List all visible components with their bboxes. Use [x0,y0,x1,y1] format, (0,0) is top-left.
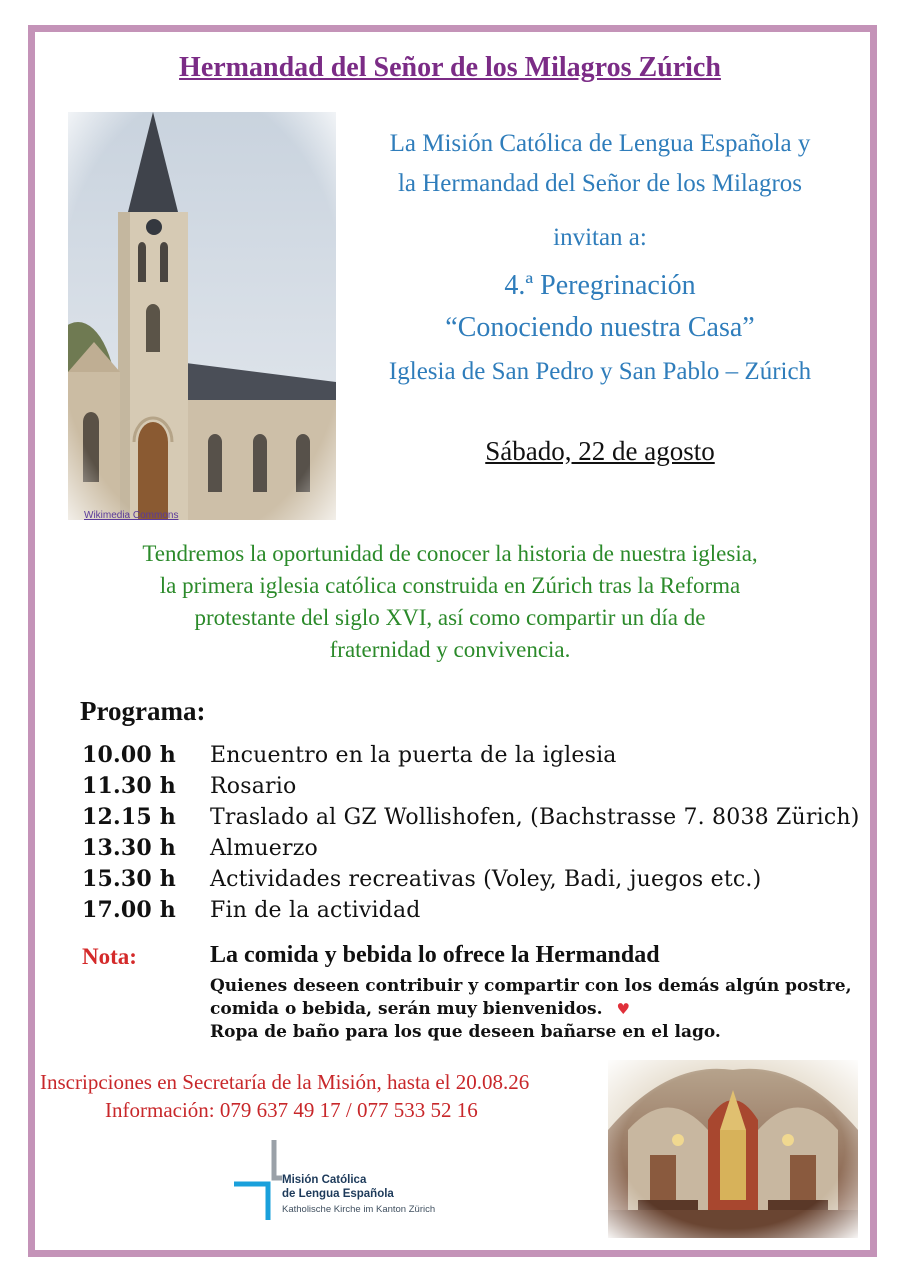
program-title: Programa: [80,696,206,726]
description-line: fraternidad y convivencia. [329,637,571,662]
photo-credit-link[interactable]: Wikimedia Commons [84,510,179,521]
logo-text-line-2: de Lengua Española [282,1188,394,1200]
schedule-activity: Fin de la actividad [210,898,421,923]
church-interior-photo [608,1060,858,1238]
schedule-time: 12.15 h [82,804,176,830]
schedule-activity: Traslado al GZ Wollishofen, (Bachstrasse 7. 8038 Zürich) [210,805,860,830]
schedule-row [82,864,860,895]
schedule-time: 15.30 h [82,866,176,892]
event-name: 4.ª Peregrinación [504,270,696,301]
schedule-time: 13.30 h [82,835,176,861]
schedule-time: 11.30 h [82,773,176,799]
description-line: Tendremos la oportunidad de conocer la historia de nuestra iglesia, [142,541,758,566]
schedule-row [82,895,860,926]
phone-info: Información: 079 637 49 17 / 077 533 52 16 [105,1098,478,1122]
note-line-text: comida o bebida, serán muy bienvenidos. [210,999,603,1019]
note-line: Ropa de baño para los que deseen bañarse en el lago. [210,1022,721,1042]
event-date: Sábado, 22 de agosto [485,436,715,466]
schedule-row [82,771,860,802]
description-line: la primera iglesia católica construida en Zúrich tras la Reforma [159,573,741,598]
mission-logo [234,1136,494,1226]
schedule-row [82,802,860,833]
note-headline: La comida y bebida lo ofrece la Hermandad [210,942,660,968]
registration-info: Inscripciones en Secretaría de la Misión, hasta el 20.08.26 [40,1070,530,1094]
note-label: Nota: [82,944,137,969]
heart-icon: ♥ [616,1000,630,1018]
intro-line-2: la Hermandad del Señor de los Milagros [397,170,803,197]
church-exterior-photo [68,112,336,520]
note-line [210,998,852,1021]
event-description [60,538,840,666]
schedule-row [82,740,860,771]
schedule-activity: Almuerzo [210,836,318,861]
schedule-activity: Rosario [210,774,297,799]
logo-text-line-1: Misión Católica [282,1174,367,1186]
schedule-row [82,833,860,864]
description-line: protestante del siglo XVI, así como compartir un día de [194,605,706,630]
note-line: Quienes deseen contribuir y compartir con los demás algún postre, [210,976,852,996]
page-title: Hermandad del Señor de los Milagros Zúrich [179,52,721,83]
program-schedule [82,740,860,926]
schedule-time: 17.00 h [82,897,176,923]
event-subtitle: “Conociendo nuestra Casa” [445,312,755,343]
schedule-activity: Actividades recreativas (Voley, Badi, juegos etc.) [210,867,762,892]
logo-text-line-3: Katholische Kirche im Kanton Zürich [282,1204,436,1215]
event-location: Iglesia de San Pedro y San Pablo – Zúrich [388,358,812,385]
intro-line-3: invitan a: [553,224,647,251]
schedule-time: 10.00 h [82,742,176,768]
note-body [210,975,852,1044]
cross-logo-icon [234,1136,282,1226]
schedule-activity: Encuentro en la puerta de la iglesia [210,743,617,768]
intro-line-1: La Misión Católica de Lengua Española y [389,130,811,157]
